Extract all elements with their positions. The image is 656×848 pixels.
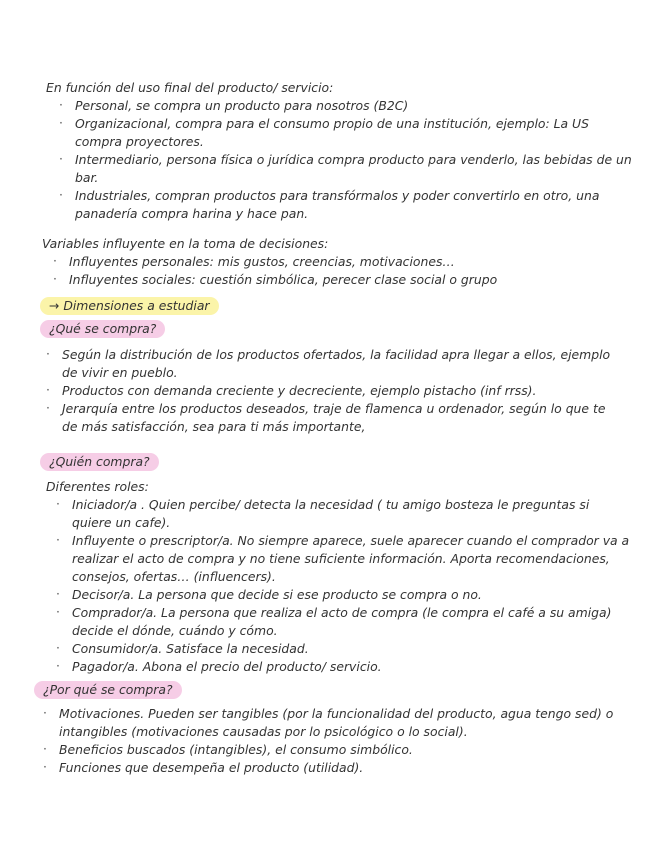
variables-list — [69, 253, 629, 289]
list-item: · Motivaciones. Pueden ser tangibles (por la funcionalidad del producto, agua tengo sed) o intangibles (motivaciones causadas por lo psicológico o lo social). — [59, 705, 624, 741]
roles-heading: Diferentes roles: — [46, 479, 149, 494]
list-item: · Intermediario, persona física o jurídica compra producto para venderlo, las bebidas de un bar. — [75, 151, 635, 187]
dimensions-highlight: → Dimensiones a estudiar — [40, 297, 219, 315]
list-item: · Beneficios buscados (intangibles), el consumo simbólico. — [59, 741, 624, 759]
list-item: · Productos con demanda creciente y decreciente, ejemplo pistacho (inf rrss). — [62, 382, 622, 400]
list-item: · Influyentes personales: mis gustos, creencias, motivaciones… — [69, 253, 629, 271]
list-item: · Iniciador/a . Quien percibe/ detecta la necesidad ( tu amigo bosteza le preguntas si quiere un cafe). — [72, 496, 632, 532]
list-item: · Jerarquía entre los productos deseados, traje de flamenca u ordenador, según lo que te de más satisfacción, sea para ti más importante, — [62, 400, 622, 436]
list-item: · Pagador/a. Abona el precio del producto/ servicio. — [72, 658, 632, 676]
section-heading-variables: Variables influyente en la toma de decisiones: — [42, 236, 329, 251]
list-item: · Comprador/a. La persona que realiza el acto de compra (le compra el café a su amiga) decide el dónde, cuándo y cómo. — [72, 604, 632, 640]
list-item: · Decisor/a. La persona que decide si ese producto se compra o no. — [72, 586, 632, 604]
que-se-compra-title: ¿Qué se compra? — [40, 320, 165, 338]
list-item: · Industriales, compran productos para transfórmalos y poder convertirlo en otro, una panadería compra harina y hace pan. — [75, 187, 635, 223]
list-item: · Organizacional, compra para el consumo propio de una institución, ejemplo: La US compra proyectores. — [75, 115, 635, 151]
section-heading-uso-final: En función del uso final del producto/ servicio: — [46, 80, 334, 95]
quien-compra-title: ¿Quién compra? — [40, 453, 159, 471]
list-item: · Consumidor/a. Satisface la necesidad. — [72, 640, 632, 658]
list-item: · Funciones que desempeña el producto (utilidad). — [59, 759, 624, 777]
por-que-se-compra-list — [59, 705, 624, 777]
list-item: · Influyentes sociales: cuestión simbólica, perecer clase social o grupo — [69, 271, 629, 289]
uso-final-list — [75, 97, 635, 223]
por-que-se-compra-title: ¿Por qué se compra? — [34, 681, 182, 699]
que-se-compra-list — [62, 346, 622, 436]
list-item: · Según la distribución de los productos ofertados, la facilidad apra llegar a ellos, ejemplo de vivir en pueblo. — [62, 346, 622, 382]
list-item: · Influyente o prescriptor/a. No siempre aparece, suele aparecer cuando el comprador va a realizar el acto de compra y no tiene suficiente información. Aporta recomendaciones, consejos, ofertas… (influencers). — [72, 532, 632, 586]
roles-list — [72, 496, 632, 676]
list-item: · Personal, se compra un producto para nosotros (B2C) — [75, 97, 635, 115]
